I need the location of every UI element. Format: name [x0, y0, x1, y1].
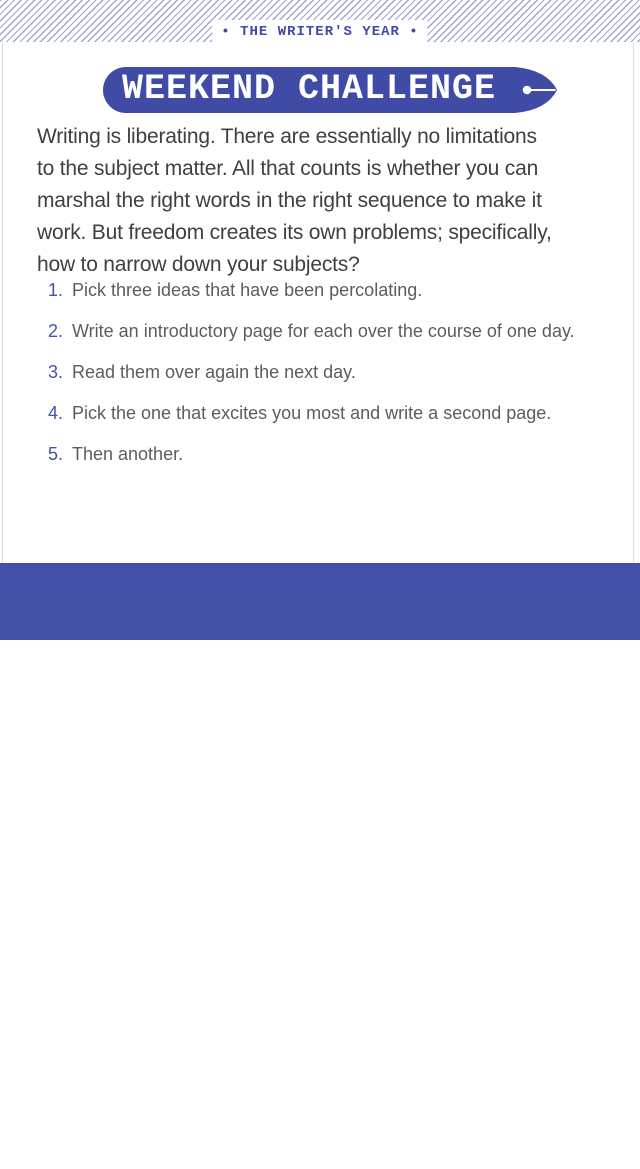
intro-paragraph	[37, 121, 622, 281]
brand-label: • THE WRITER'S YEAR •	[212, 20, 427, 43]
list-item	[48, 360, 623, 384]
intro-line: work. But freedom creates its own problems; specifically,	[37, 221, 552, 244]
step-text: Then another.	[72, 444, 184, 464]
list-item	[48, 278, 623, 302]
title-banner	[103, 67, 515, 113]
list-item	[48, 442, 623, 466]
year-label: 2026	[555, 1141, 609, 1159]
step-number: 4.	[48, 403, 64, 423]
weekday-label: SAT/SUN	[31, 1141, 125, 1159]
page-edge-left	[2, 42, 3, 563]
intro-line: marshal the right words in the right sequence to make it	[37, 189, 542, 212]
list-item	[48, 401, 623, 425]
date-label: January 24 & 25	[178, 1133, 468, 1169]
step-text: Read them over again the next day.	[72, 362, 356, 382]
step-number: 5.	[48, 444, 64, 464]
page-title: WEEKEND CHALLENGE	[121, 69, 497, 109]
pen-nib-icon	[515, 67, 557, 113]
step-number: 1.	[48, 280, 64, 300]
footer-date-band	[0, 563, 640, 1169]
step-number: 2.	[48, 321, 64, 341]
intro-line: Writing is liberating. There are essentially no limitations	[37, 125, 537, 148]
intro-line: to the subject matter. All that counts is whether you can	[37, 157, 539, 180]
intro-line: how to narrow down your subjects?	[37, 253, 360, 276]
steps-list	[48, 278, 623, 483]
step-text: Pick three ideas that have been percolating.	[72, 280, 423, 300]
step-text: Write an introductory page for each over the course of one day.	[72, 321, 575, 341]
page-edge-right	[633, 42, 634, 563]
step-text: Pick the one that excites you most and write a second page.	[72, 403, 552, 423]
list-item	[48, 319, 623, 343]
step-number: 3.	[48, 362, 64, 382]
